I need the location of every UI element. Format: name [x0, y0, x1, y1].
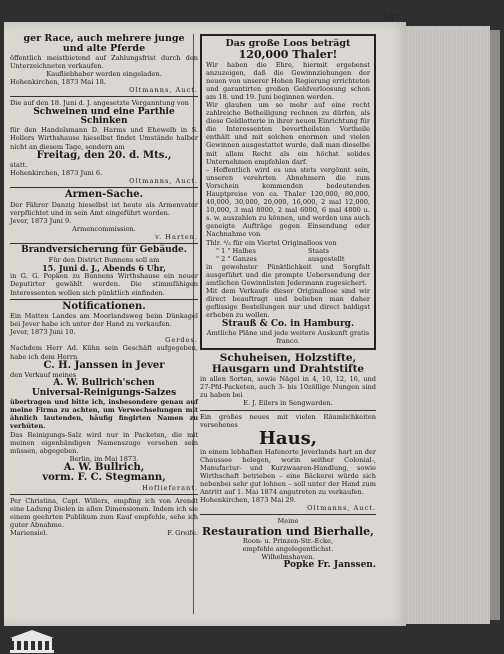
restaurant-title: Restauration und Bierhalle, [202, 524, 374, 538]
divider [200, 410, 376, 411]
divider [10, 494, 198, 495]
haus-body: in einem lebhaften Hafenorte Jeverlands hart an der Chaussee belegen, worin seither Colonial-, Manufactur- und Kurzwaaren-Handlung, sowie Wirthschaft betrieben – eine Bäckerei würde sich nebenbei sehr gut lohnen – soll unter der Hand zum Antritt auf 1. Mai 1874 angutreten zu verkaufen. [200, 447, 376, 497]
page-number: 547 [383, 14, 401, 24]
divider [200, 514, 376, 515]
horse-ad-signature: Oltmanns, Auct. [129, 86, 198, 95]
restaurant-lead: Meine [277, 517, 299, 526]
restaurant-body: empfehle angelegentlichst. [242, 545, 334, 554]
divider [10, 299, 198, 300]
stifte-ad [200, 353, 376, 407]
bullrich-title-1: A. W. Bullrich'schen [53, 378, 155, 389]
haus-ad [200, 413, 376, 513]
pig-ad-date: Hohenkirchen, 1873 Juni 6. [10, 169, 103, 178]
loos-price-bracket: Staats ausgestellt [308, 246, 345, 263]
stifte-signature: E. J. Eilers in Sengwarden. [243, 399, 333, 408]
bullrich-signature-2: vorm. F. C. Stegmann, [42, 472, 166, 484]
horse-ad [10, 34, 198, 94]
pig-ad-signature: Oltmanns, Auct. [129, 177, 198, 186]
brand-notice [10, 246, 198, 296]
loos-price-half: " 1 " Halbes [216, 246, 256, 255]
bullrich-date: Berlin, im Mai 1873. [69, 454, 139, 463]
bullrich-ad [10, 344, 198, 492]
restaurant-ad [200, 517, 376, 570]
loos-price-rows [206, 247, 370, 263]
bullrich-body-4: Das Reinigungs-Salz wird nur in Packeten, die mit meinen eigenhändigen Namenszuge versehen sein müssen, abgegeben. [10, 430, 198, 455]
loos-body-5: Mit dem Verkaufe dieser Originallose sind wir direct beauftragt und belieben man daher geflissige Bestellungen nur und direct baldigst erheben zu wollen. [206, 287, 370, 320]
library-building-logo [4, 628, 60, 654]
restaurant-address: Roon- u. Prinzen-Str.-Ecke, [242, 537, 334, 546]
stifte-body: in allen Sorten, sowie Nägel in 4, 10, 12, 16, und 27-Pfd-Packeten, auch 3- bis 10zöllige Nungen sind zu haben bei [200, 375, 376, 400]
pig-ad-lead: Die auf den 18. Juni d. J. angesetzte Verganntung von [10, 99, 189, 108]
armen-signature: v. Harten. [155, 233, 198, 242]
loos-title-1: Das große Loos beträgt [225, 38, 351, 49]
loos-body-4: in gewohnter Pünktlichkeit und Sorgfalt ausgeführt und die prompte Uebersendung der amtlichen Gewinnlisten Jedermann zugesichert. [206, 262, 370, 288]
christina-signature: F. Greife. [167, 529, 198, 538]
loos-body-2: Wir glauben um so mehr auf eine recht zahlreiche Betheiligung rechnen zu dürfen, als diese Geldlotterie in ihrer neuen Einrichtung für die Interessenten bevortheilsten Vortheile enthält und mit solchen enormen und vielen Gewinnen ausgestattet wurde, daß man dieselbe mit allem Recht als ein höchst solides Unternehmen empfehlen darf. [206, 100, 370, 166]
brand-date-highlight: 15. Juni d. J., Abends 6 Uhr, [42, 262, 166, 273]
loos-firm: Strauß & Co. in Hamburg. [221, 318, 355, 329]
notif-title: Notificationen. [62, 300, 146, 312]
bullrich-title-2: Universal-Reinigungs-Salzes [31, 387, 177, 398]
christina-body: Per Christina, Capt. Willers, empfing ich von Arendt eine Ladung Dielen in allen Dimensionen. Indem ich sie einem geehrten Publikum zum Kauf empfehle, sehe ich guter Abnahme. [10, 496, 198, 530]
brand-line: Für den District Bunnens soll am [48, 255, 160, 264]
divider [10, 187, 198, 188]
christina-footer [10, 529, 198, 537]
pig-ad-title-2: Schinken [80, 115, 128, 126]
pig-ad-tail: statt. [10, 161, 28, 170]
loos-ad [200, 34, 376, 350]
divider [10, 96, 198, 97]
bullrich-body: Nachdem Herr Ad. Kühn sein Geschäft aufgegeben, habe ich dem Herrn [10, 344, 198, 361]
loos-footer: Amtliche Pläne und jede weitere Auskunft gratis franco. [206, 328, 370, 346]
notif-body: Ein Matten Landes am Moorlandsweg beim Dünkagel bei Jever habe ich unter der Hand zu verkaufen. [10, 312, 198, 329]
armen-body: Der Fährer Danzig hieselbst ist heute als Armenvater verpflichtet und in sein Amt eingeführt worden. [10, 200, 198, 218]
armen-office: Armencommission. [72, 225, 136, 234]
haus-date: Hohenkirchen, 1873 Mai 29. [200, 496, 296, 505]
left-column [10, 34, 198, 537]
loos-title-2: 120,000 Thaler! [238, 47, 338, 61]
horse-ad-date: Hohenkirchen, 1873 Mai 18. [10, 78, 106, 87]
bullrich-dealer-name: C. H. Janssen in Jever [43, 359, 165, 371]
haus-signature: Oltmanns, Auct. [307, 504, 376, 513]
pig-ad-date-highlight: Freitag, den 20. d. Mts., [36, 149, 172, 161]
bullrich-body-3: übertragen und bitte ich, insbesondere genau auf meine Firma zu achten, um Verwechselungen mit ähnlich lautenden, häufig fingirten Namen zu verhüten. [10, 398, 198, 431]
christina-ad [10, 497, 198, 537]
armen-notice [10, 190, 198, 241]
book-cover-edge [490, 30, 500, 620]
bullrich-signature-3: Hoflieferant. [142, 483, 198, 492]
loos-price-list [216, 247, 257, 263]
bullrich-body-2: den Verkauf meines [10, 371, 77, 380]
pig-ad-title-1: Schweinen und eine Parthie [33, 106, 175, 117]
pig-ad-body: für den Handelsmann D. Harms und Ehewelb in S. Hollers Wirthshause hieselbst findet Umstände halber nicht an diesem Tage, sondern am [10, 126, 198, 151]
christina-place: Mariensiel. [10, 529, 48, 538]
horse-ad-title-2: und alte Pferde [62, 42, 146, 54]
horse-ad-body: öffentlich meistbietend auf Zahlungsfrist durch den Unterzeichneten verkaufen. [10, 53, 198, 71]
brand-title: Brandversicherung für Gebäude. [21, 245, 187, 256]
horse-ad-title-1: ger Race, auch mehrere junge [23, 33, 185, 44]
stifte-title-2: Hausgarn und Drahtstifte [211, 363, 365, 376]
stifte-title-1: Schuheisen, Holzstifte, [219, 352, 357, 365]
book-page-edges [406, 26, 490, 624]
haus-title: Haus, [258, 427, 318, 449]
haus-lead: Ein großes neues mit vielen Räumlichkeiten versehenes [200, 412, 376, 429]
restaurant-signature: Popke Fr. Janssen. [283, 560, 376, 571]
notif-date: Jever, 1873 Juni 10. [10, 328, 76, 337]
bullrich-signature-1: A. W. Bullrich, [63, 461, 145, 473]
brand-body: in G. G. Popken zu Bunnens Wirthshause ein neuer Deputirter gewählt werden. Die stimmfähigen Interessenten wollen sich pünktlich einfinden. [10, 272, 198, 297]
loos-price-whole: " 2 " Ganzes [216, 254, 257, 263]
loos-body-3: – Hoffentlich wird es uns stets vergönnt sein, unseren verehrten Abnehmern die zum Vorschein kommenden bedeutenden Hauptpreise von ca. Thaler 120,000, 80,000, 40,000, 30,000, 20,000, 16,000, 2 mal 12,000, 10,000, 3 mal 8000, 2 mal 6000, 6 mal 4800 u. s. w. auszahlen zu können, und werden uns auch geneigte Aufträge gegen Einsendung oder Nachnahme von [206, 165, 370, 239]
armen-title: Armen-Sache. [64, 189, 144, 201]
pig-ad [10, 99, 198, 185]
horse-ad-note: Kaufliebhaber werden eingeladen. [46, 70, 162, 79]
right-column [200, 34, 376, 571]
notif-signature: Gerdes. [165, 336, 198, 345]
armen-date: Jever, 1873 Juni 9. [10, 217, 72, 226]
loos-price-line: Thlr. ⁴/₃ für ein Viertel Originalloos von [206, 238, 337, 247]
notif-notice [10, 302, 198, 345]
restaurant-place: Wilhelmshaven. [261, 553, 315, 562]
loos-body: Wir haben die Ehre, hiermit ergebenst anzuzeigen, daß die Gewinnziehungen der neuen von unserer Hohen Regierung errichteten und garantirten großen Geldverloosung schon am 18. und 19. Juni beginnen werden. [206, 60, 370, 101]
